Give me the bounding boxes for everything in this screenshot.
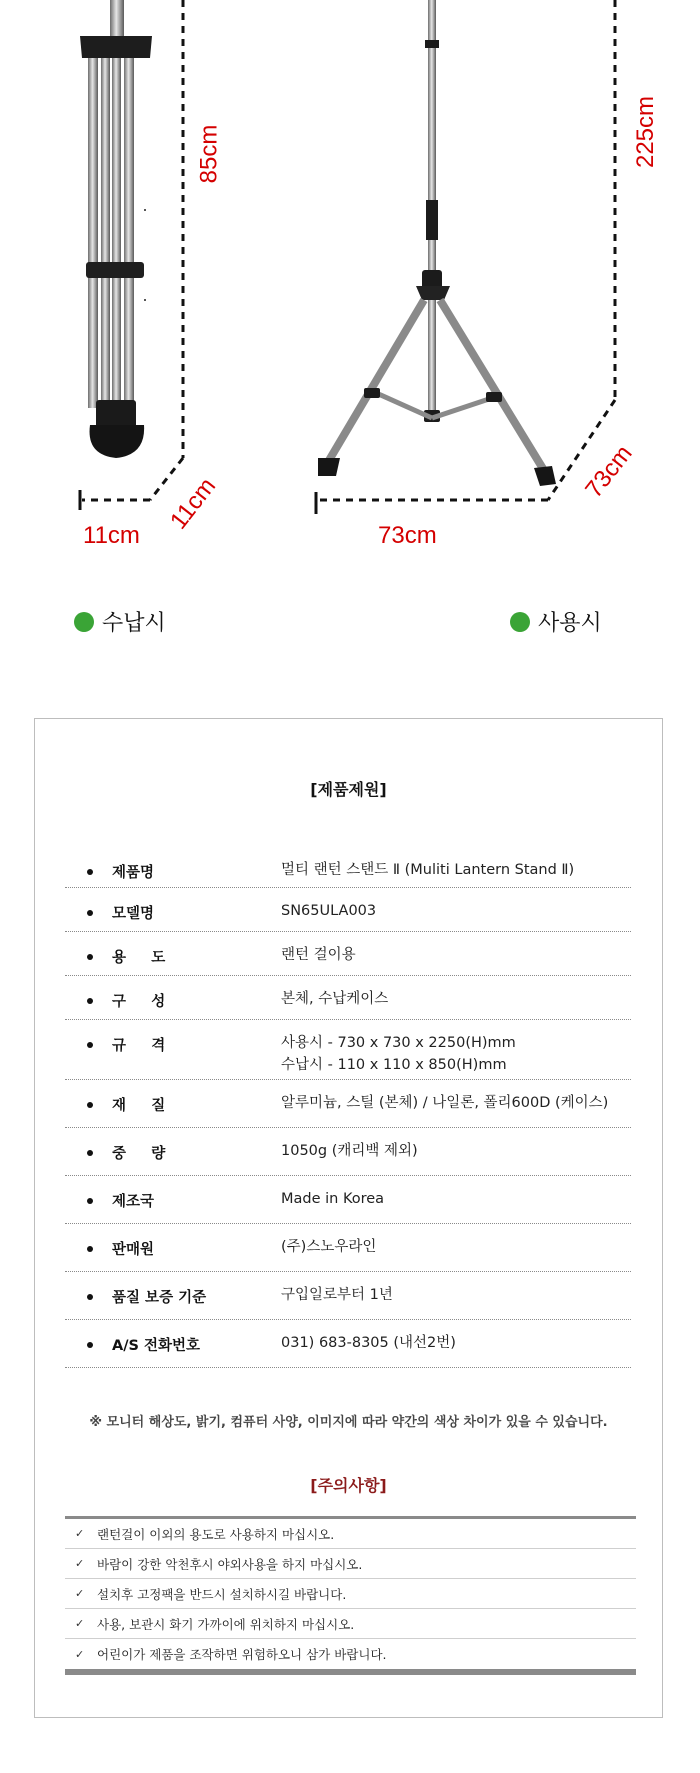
spec-value: [281, 1332, 456, 1354]
spec-label: 규 격: [112, 1038, 166, 1054]
caution-item: [65, 1609, 636, 1639]
spec-value: [281, 1188, 384, 1210]
caution-item: [65, 1519, 636, 1549]
spec-label: 구 성: [112, 994, 166, 1010]
bullet-icon: [87, 1150, 93, 1156]
spec-value-line: SN65ULA003: [281, 903, 377, 919]
folded-stand-graphic: [80, 0, 152, 458]
spec-value: [281, 1140, 418, 1162]
storage-width-label: 11cm: [83, 522, 140, 549]
bullet-icon: [87, 1294, 93, 1300]
bullet-icon: [87, 998, 93, 1004]
spec-value: [281, 859, 574, 881]
spec-value: [281, 1236, 376, 1258]
storage-mode-label: 수납시: [102, 611, 166, 636]
check-icon: ✓: [75, 1647, 85, 1661]
storage-depth-label: 11cm: [164, 472, 222, 535]
spec-value-line: 랜턴 걸이용: [281, 947, 356, 963]
spec-row: [65, 1080, 631, 1128]
caution-text: 바람이 강한 악천후시 야외사용을 하지 마십시오.: [97, 1556, 363, 1572]
use-width-label: 73cm: [378, 522, 437, 549]
bullet-icon: [87, 910, 93, 916]
check-icon: ✓: [75, 1527, 85, 1540]
spec-label: 판매원: [112, 1242, 155, 1258]
spec-label: 제조국: [112, 1194, 155, 1210]
spec-row: [65, 1176, 631, 1224]
bullet-icon: [87, 1198, 93, 1204]
spec-row: [65, 837, 631, 888]
spec-value: [281, 988, 388, 1010]
spec-value: [281, 1032, 516, 1076]
spec-value-line: Made in Korea: [281, 1191, 385, 1207]
color-notice: ※ 모니터 해상도, 밝기, 컴퓨터 사양, 이미지에 따라 약간의 색상 차이가 있을 수 있습니다.: [89, 1415, 608, 1430]
use-mode-label: 사용시: [538, 611, 602, 636]
green-dot-icon: [510, 612, 530, 632]
spec-label: 용 도: [112, 950, 166, 966]
extended-stand-graphic: [318, 0, 556, 486]
spec-value: [281, 944, 356, 966]
caution-title: [주의사항]: [310, 1476, 387, 1495]
spec-row: [65, 1320, 631, 1368]
spec-title: [제품제원]: [310, 780, 387, 799]
caution-text: 사용, 보관시 화기 가까이에 위치하지 마십시오.: [97, 1616, 355, 1632]
use-dimension-lines: [318, 0, 615, 500]
spec-label: 재 질: [112, 1098, 166, 1114]
spec-row: [65, 888, 631, 932]
spec-value-line: (주)스노우라인: [281, 1239, 377, 1255]
use-mode-caption: [510, 606, 602, 637]
spec-value-line: 멀티 랜턴 스탠드 Ⅱ (Muliti Lantern Stand Ⅱ): [281, 862, 575, 878]
spec-value-line: 1050g (캐리백 제외): [281, 1143, 418, 1159]
caution-text: 어린이가 제품을 조작하면 위험하오니 삼가 바랍니다.: [97, 1647, 387, 1662]
spec-label: 제품명: [112, 865, 155, 881]
spec-value: [281, 1092, 608, 1114]
green-dot-icon: [74, 612, 94, 632]
use-depth-label: 73cm: [580, 440, 638, 504]
storage-mode-caption: [74, 606, 166, 637]
spec-value-line: 구입일로부터 1년: [281, 1287, 393, 1303]
spec-value-line: 본체, 수납케이스: [281, 991, 389, 1007]
spec-row: [65, 1128, 631, 1176]
spec-value-line: 수납시 - 110 x 110 x 850(H)mm: [281, 1057, 507, 1073]
product-illustration: [0, 0, 700, 636]
use-height-label: 225cm: [632, 95, 660, 169]
check-icon: ✓: [75, 1587, 85, 1600]
check-icon: ✓: [75, 1617, 85, 1630]
caution-item: [65, 1639, 636, 1669]
spec-row: [65, 976, 631, 1020]
spec-label: 중 량: [112, 1146, 166, 1162]
bullet-icon: [87, 869, 93, 875]
caution-item: [65, 1549, 636, 1579]
spec-row: [65, 1224, 631, 1272]
caution-list: [65, 1516, 636, 1675]
bullet-icon: [87, 1246, 93, 1252]
storage-height-label: 85cm: [195, 124, 223, 184]
spec-label: 품질 보증 기준: [112, 1290, 207, 1306]
check-icon: ✓: [75, 1557, 85, 1570]
bullet-icon: [87, 1102, 93, 1108]
spec-row: [65, 1272, 631, 1320]
spec-row: [65, 932, 631, 976]
caution-item: [65, 1579, 636, 1609]
caution-text: 랜턴걸이 이외의 용도로 사용하지 마십시오.: [97, 1526, 335, 1542]
spec-label: 모델명: [112, 906, 155, 922]
spec-row: [65, 1020, 631, 1080]
spec-value: [281, 900, 376, 922]
spec-section: [34, 718, 663, 1718]
bullet-icon: [87, 1342, 93, 1348]
spec-value-line: 사용시 - 730 x 730 x 2250(H)mm: [281, 1035, 516, 1051]
spec-value: [281, 1284, 393, 1306]
spec-value-line: 031) 683-8305 (내선2번): [281, 1335, 456, 1351]
caution-text: 설치후 고정팩을 반드시 설치하시길 바랍니다.: [97, 1586, 347, 1602]
spec-table: [65, 837, 631, 1368]
bullet-icon: [87, 954, 93, 960]
spec-label: A/S 전화번호: [112, 1338, 201, 1354]
bullet-icon: [87, 1042, 93, 1048]
spec-value-line: 알루미늄, 스틸 (본체) / 나일론, 폴리600D (케이스): [281, 1095, 609, 1111]
